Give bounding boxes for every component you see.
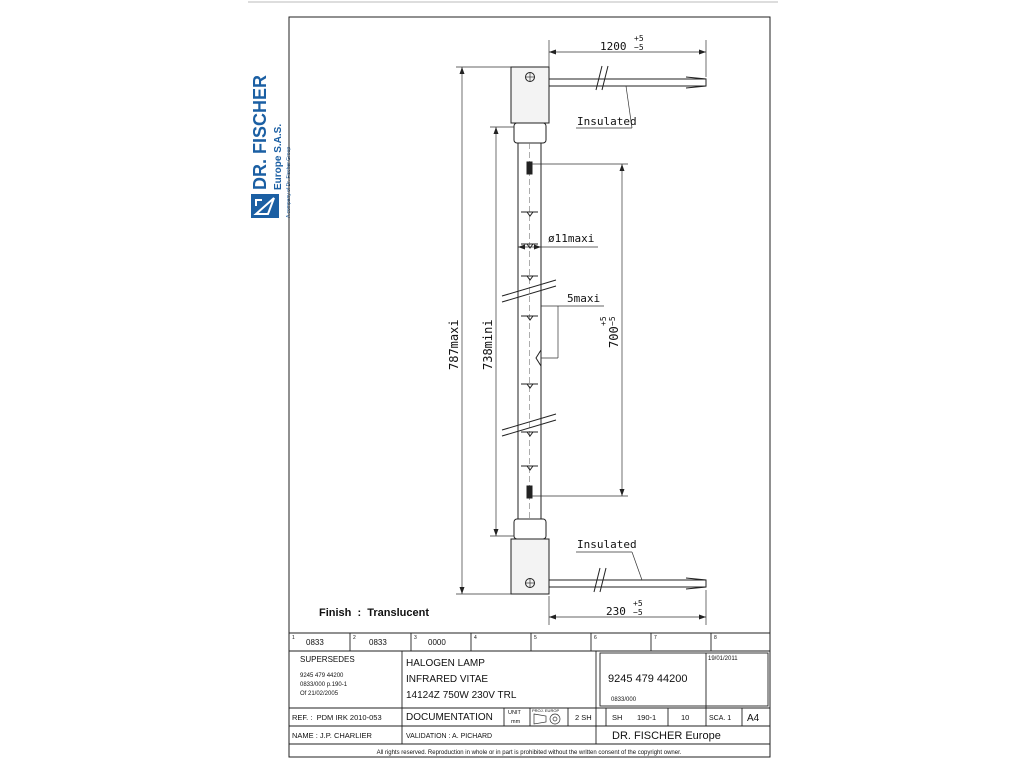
sh-num: 10 xyxy=(681,713,690,722)
format: A4 xyxy=(747,713,760,724)
supersedes-line-3: Of 21/02/2005 xyxy=(300,691,339,697)
company-logo xyxy=(250,75,292,218)
dim-filament: 700 xyxy=(607,326,621,348)
dim-lead-bottom-tol-plus: +5 xyxy=(633,599,643,608)
title-block xyxy=(289,633,770,756)
unit-label: UNIT xyxy=(508,710,521,716)
dim-body: 738mini xyxy=(481,319,495,370)
rev-value-3: 0000 xyxy=(428,638,446,647)
rev-number-5: 5 xyxy=(534,635,537,641)
copyright-notice: All rights reserved. Reproduction in whole or in part is prohibited without the written consent of the copyright owner. xyxy=(376,750,682,756)
title-line-2: INFRARED VITAE xyxy=(406,674,489,685)
sh-value: 190-1 xyxy=(637,713,657,722)
label-tip: 5maxi xyxy=(567,292,601,305)
projection-label: PROJ. EUROP xyxy=(532,708,560,713)
validation-label: VALIDATION : A. PICHARD xyxy=(406,733,493,740)
sheets: 2 SH xyxy=(575,713,592,722)
top-lead-wire xyxy=(549,66,706,90)
unit-value: mm xyxy=(511,719,521,725)
label-insulated-bottom: Insulated xyxy=(577,538,637,551)
title-line-3: 14124Z 750W 230V TRL xyxy=(406,690,517,701)
dim-lead-bottom-tol-minus: −5 xyxy=(633,608,643,617)
label-diameter: ø11maxi xyxy=(548,232,595,245)
sh-label: SH xyxy=(612,713,623,722)
scale: SCA. 1 xyxy=(709,715,732,722)
rev-number-3: 3 xyxy=(414,635,417,641)
rev-value-1: 0833 xyxy=(306,638,324,647)
logo-sub: Europe S.A.S. xyxy=(273,123,284,190)
rev-number-2: 2 xyxy=(353,635,356,641)
date: 19/01/2011 xyxy=(708,656,738,662)
lamp-drawing xyxy=(502,66,706,594)
bottom-lead-wire xyxy=(549,568,706,592)
documentation-label: DOCUMENTATION xyxy=(406,712,493,723)
dim-overall: 787maxi xyxy=(447,319,461,370)
logo-brand: DR. FISCHER xyxy=(250,74,270,190)
label-insulated-top: Insulated xyxy=(577,115,637,128)
part-number: 9245 479 44200 xyxy=(608,673,688,685)
dim-lead-top-tol-minus: −5 xyxy=(634,43,644,52)
dimension-labels xyxy=(319,34,644,619)
dim-lead-top-tol-plus: +5 xyxy=(634,34,644,43)
supersedes-line-1: 9245 479 44200 xyxy=(300,673,344,679)
title-line-1: HALOGEN LAMP xyxy=(406,658,485,669)
rev-number-6: 6 xyxy=(594,635,597,641)
supersedes-label: SUPERSEDES xyxy=(300,655,355,664)
rev-number-7: 7 xyxy=(654,635,657,641)
dim-lead-bottom: 230 xyxy=(606,605,626,618)
name-label: NAME : J.P. CHARLIER xyxy=(292,731,372,740)
dim-filament-tol-minus: −5 xyxy=(608,316,617,326)
company-name: DR. FISCHER Europe xyxy=(612,730,721,742)
dim-filament-tol-plus: +5 xyxy=(599,316,608,326)
dim-lead-top: 1200 xyxy=(600,40,627,53)
logo-tagline: A company of Dr. Fischer Group xyxy=(286,146,292,218)
part-sub: 0833/000 xyxy=(611,697,637,703)
supersedes-line-2: 0833/000 p.190-1 xyxy=(300,682,348,688)
rev-number-1: 1 xyxy=(292,635,295,641)
rev-number-8: 8 xyxy=(714,635,717,641)
rev-value-2: 0833 xyxy=(369,638,387,647)
ref-label: REF. : PDM IRK 2010-053 xyxy=(292,713,382,722)
rev-number-4: 4 xyxy=(474,635,477,641)
projection-symbol-icon xyxy=(534,714,560,724)
finish-note: Finish : Translucent xyxy=(319,607,430,619)
